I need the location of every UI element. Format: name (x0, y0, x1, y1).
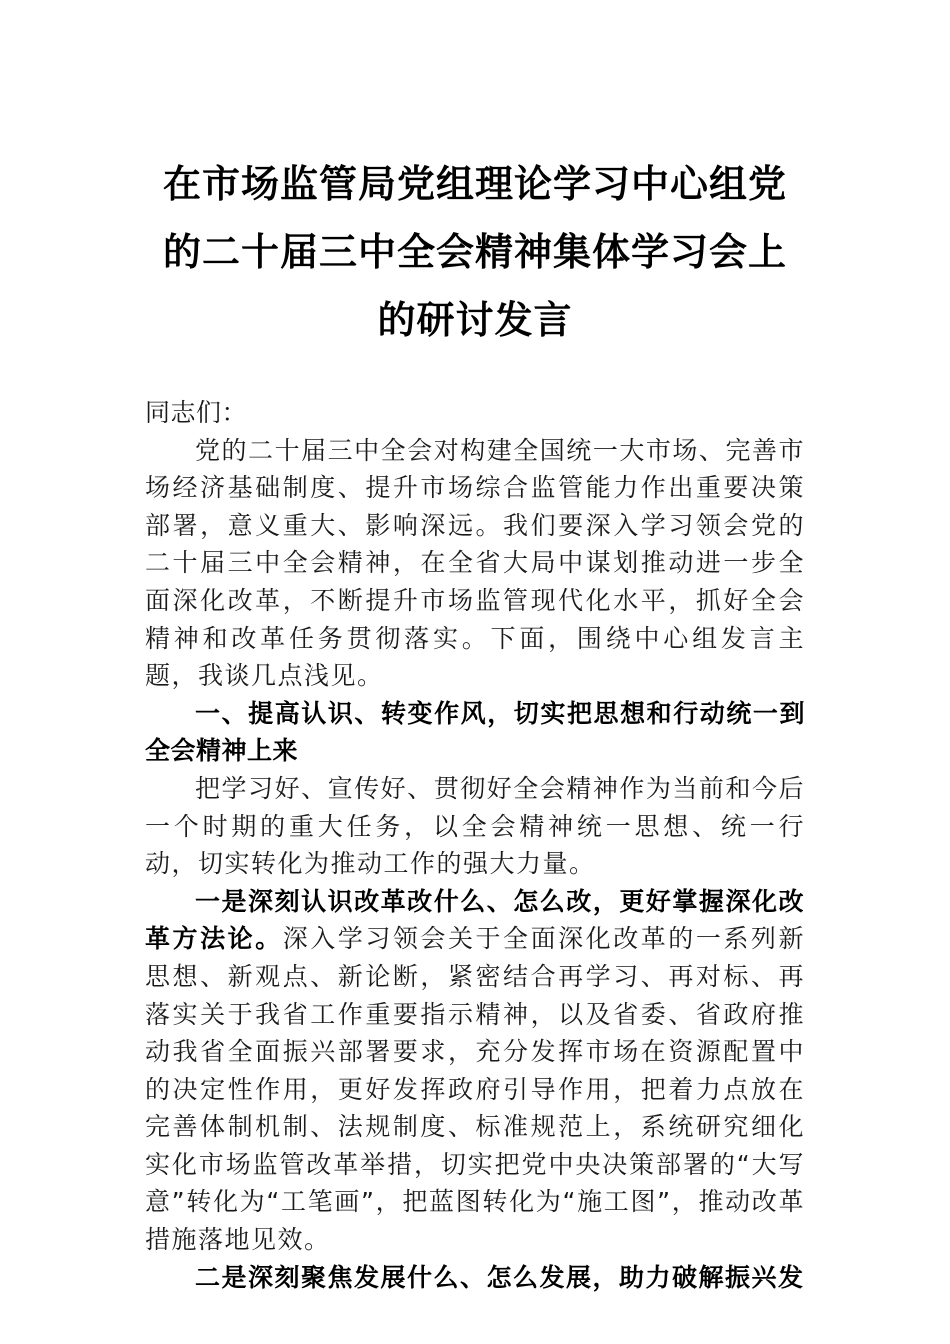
point-one-text: 深入学习领会关于全面深化改革的一系列新思想、新观点、新论断，紧密结合再学习、再对标、再落实关于我省工作重要指示精神，以及省委、省政府推动我省全面振兴部署要求，充分发挥市场在资源配置中的决定性作用，更好发挥政府引导作用，把着力点放在完善体制机制、法规制度、标准规范上，系统研究细化实化市场监管改革举措，切实把党中央决策部署的“大写意”转化为“工笔画”，把蓝图转化为“施工图”，推动改革措施落地见效。 (145, 924, 805, 1255)
point-two-lead: 二是深刻聚焦发展什么、怎么发展，助力破解振兴发 (195, 1262, 805, 1292)
section-heading: 一、提高认识、转变作风，切实把思想和行动统一到全会精神上来 (145, 698, 805, 766)
point-two-paragraph (145, 1259, 805, 1297)
document-title: 在市场监管局党组理论学习中心组党的二十届三中全会精神集体学习会上的研讨发言 (162, 161, 787, 342)
point-one-lead: 一是深刻认识改革改什么、怎么改，更好掌握深化改革方法论。 (145, 886, 805, 954)
document-body (145, 394, 805, 1296)
intro-paragraph: 党的二十届三中全会对构建全国统一大市场、完善市场经济基础制度、提升市场综合监管能力作出重要决策部署，意义重大、影响深远。我们要深入学习领会党的二十届三中全会精神，在全省大局中谋划推动进一步全面深化改革，不断提升市场监管现代化水平，抓好全会精神和改革任务贯彻落实。下面，围绕中心组发言主题，我谈几点浅见。 (145, 435, 805, 691)
point-one-paragraph (145, 883, 805, 1259)
salutation: 同志们： (145, 398, 248, 427)
section-paragraph: 把学习好、宣传好、贯彻好全会精神作为当前和今后一个时期的重大任务，以全会精神统一思想、统一行动，切实转化为推动工作的强大力量。 (145, 773, 805, 879)
